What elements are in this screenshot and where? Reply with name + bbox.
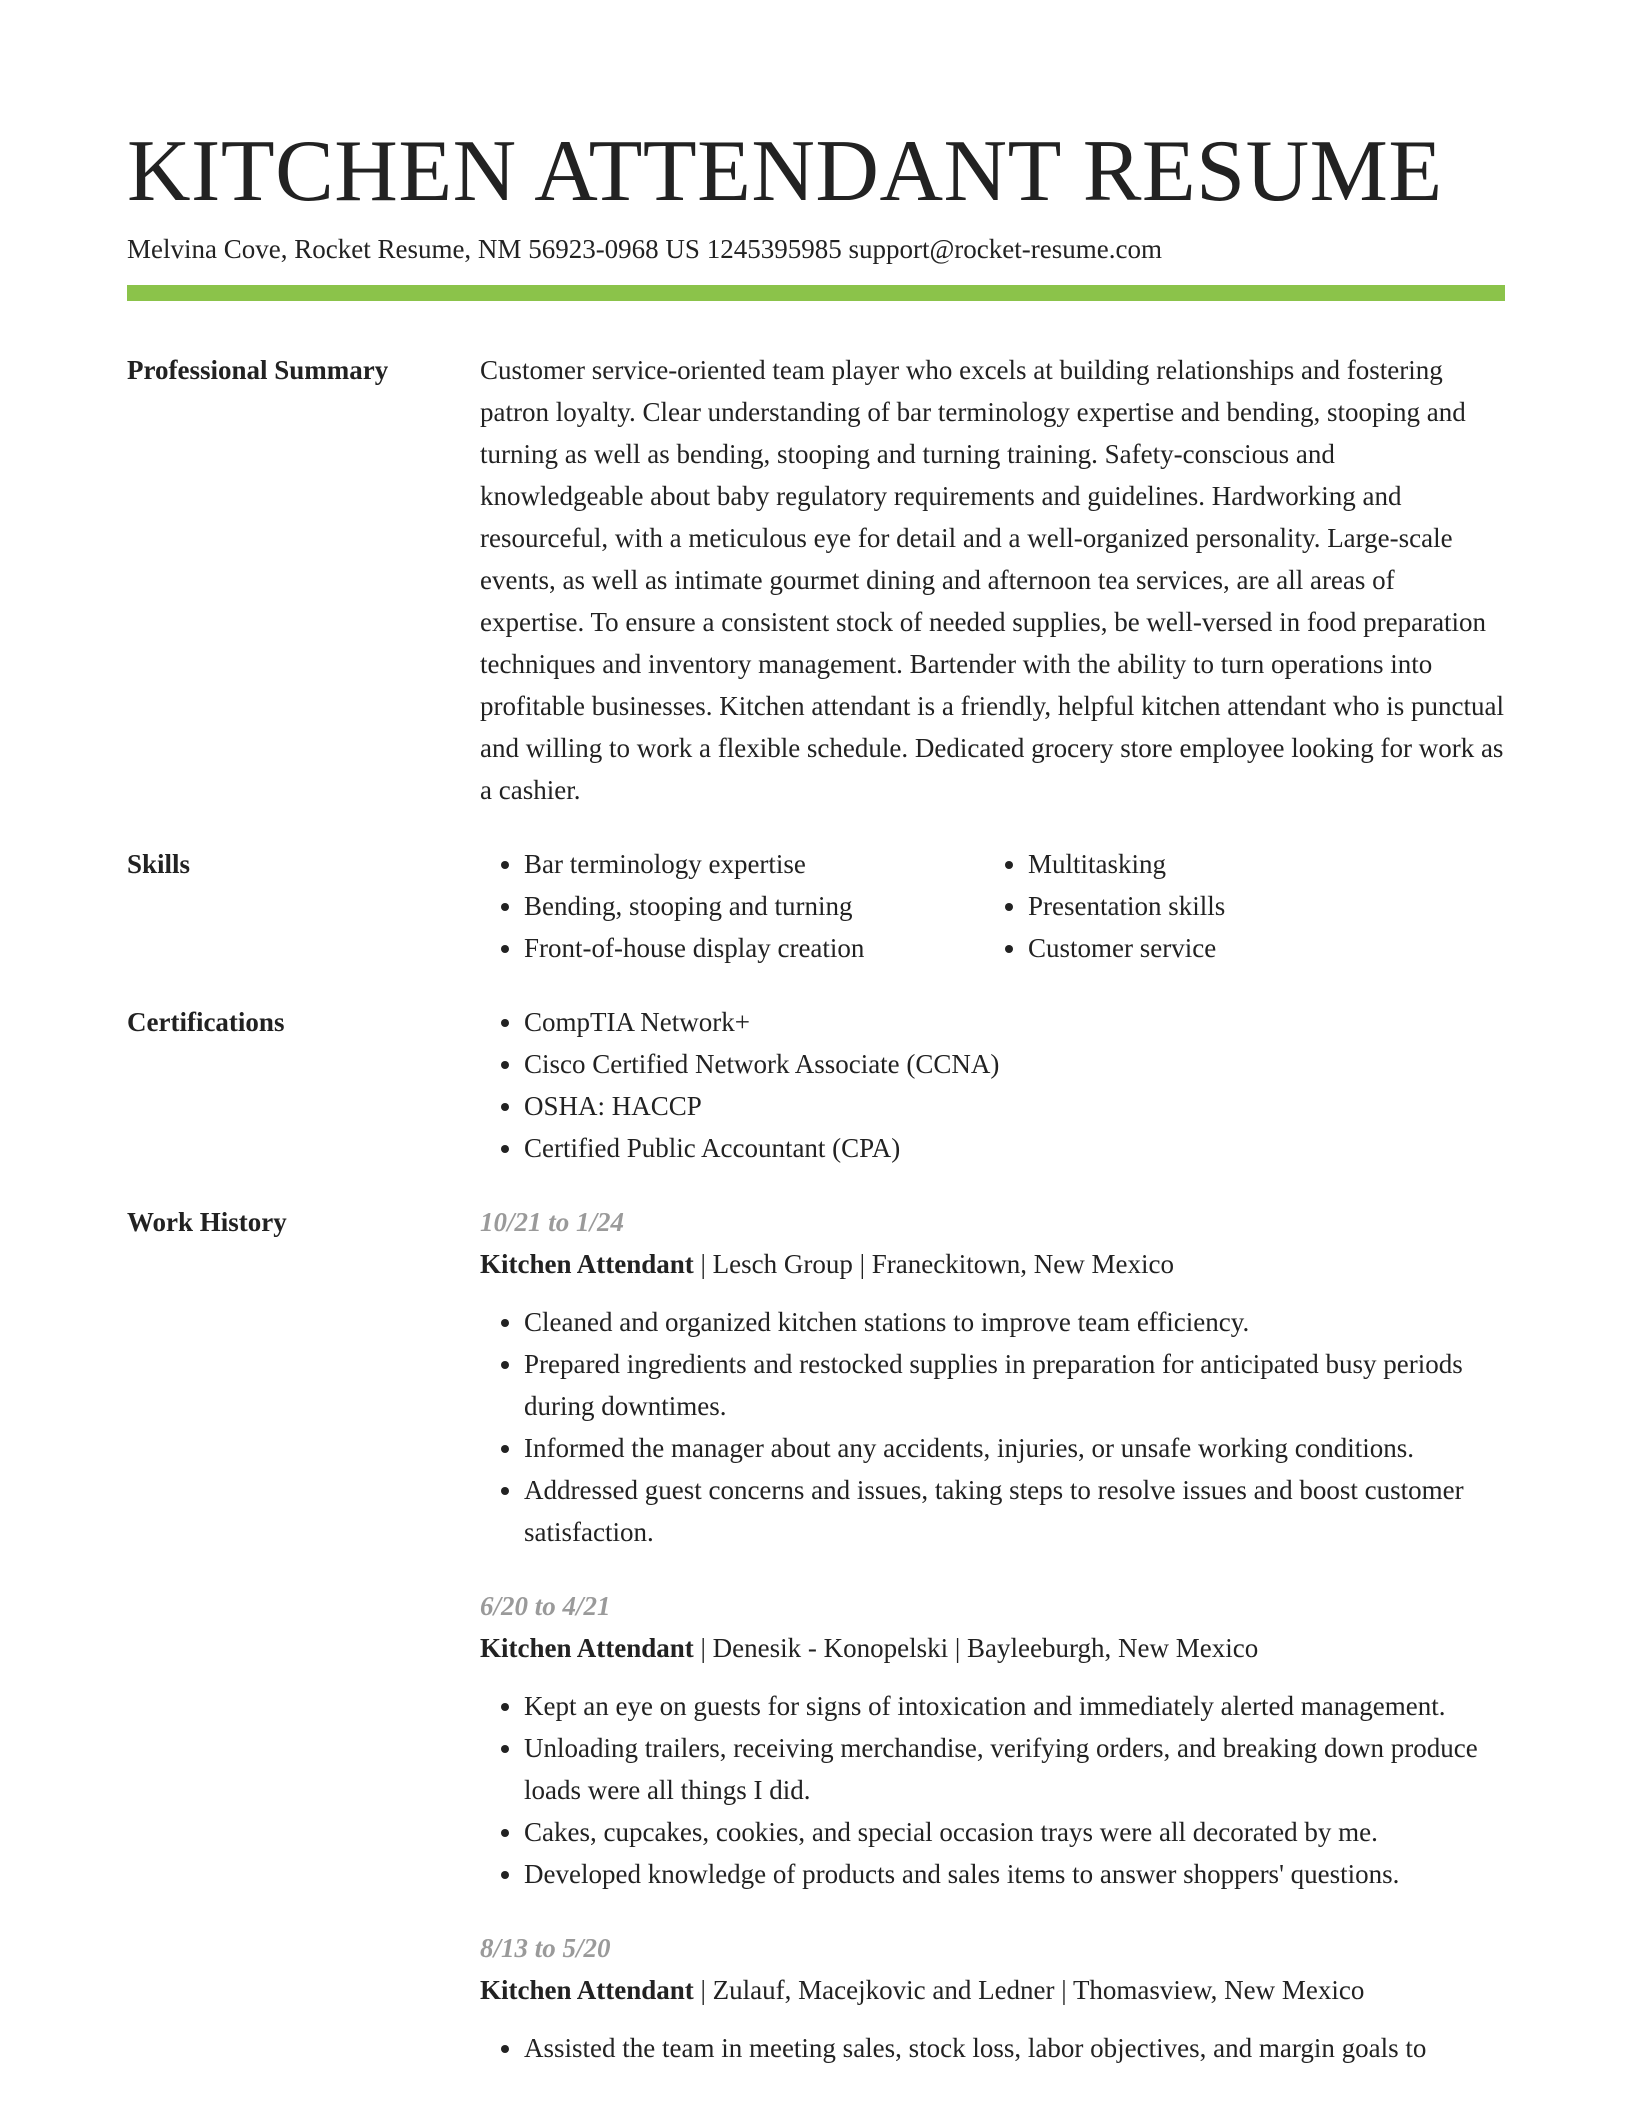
section-heading: Skills: [127, 849, 191, 879]
job-entry: [480, 1201, 1505, 1553]
skill-item: • Presentation skills: [1028, 885, 1488, 927]
job-dates: 10/21 to 1/24: [480, 1207, 625, 1237]
job-details: | Zulauf, Macejkovic and Ledner | Thomasview, New Mexico: [693, 1975, 1365, 2005]
skills-list-right: [984, 843, 1488, 969]
job-heading: [480, 1969, 1505, 2011]
resume-sections: [127, 349, 1505, 2101]
job-dates: 6/20 to 4/21: [480, 1591, 611, 1621]
skill-item: • Customer service: [1028, 927, 1488, 969]
job-bullet: • Addressed guest concerns and issues, taking steps to resolve issues and boost customer satisfaction.: [524, 1469, 1505, 1553]
contact-line: Melvina Cove, Rocket Resume, NM 56923-0968 US 1245395985 support@rocket-resume.com: [127, 234, 1162, 264]
section-heading: Professional Summary: [127, 355, 389, 385]
section-heading: Certifications: [127, 1007, 285, 1037]
job-bullets: [480, 2027, 1505, 2069]
skill-item: • Multitasking: [1028, 843, 1488, 885]
job-bullet: • Unloading trailers, receiving merchandise, verifying orders, and breaking down produce loads were all things I did.: [524, 1727, 1505, 1811]
job-entry: [480, 1585, 1505, 1895]
job-bullet: • Informed the manager about any accidents, injuries, or unsafe working conditions.: [524, 1427, 1505, 1469]
skills-list-left: [480, 843, 984, 969]
job-heading: [480, 1627, 1505, 1669]
section-skills: [127, 843, 1505, 969]
job-entry: [480, 1927, 1505, 2069]
job-bullet: • Cakes, cupcakes, cookies, and special occasion trays were all decorated by me.: [524, 1811, 1505, 1853]
certifications-list: [480, 1001, 1505, 1169]
job-bullets: [480, 1301, 1505, 1553]
job-title: Kitchen Attendant: [480, 1249, 694, 1279]
job-title: Kitchen Attendant: [480, 1975, 694, 2005]
resume-title: KITCHEN ATTENDANT RESUME: [127, 123, 1443, 220]
skill-item: • Front-of-house display creation: [524, 927, 984, 969]
skills-grid: [480, 843, 1505, 969]
job-details: | Lesch Group | Franeckitown, New Mexico: [693, 1249, 1174, 1279]
section-work-history: [127, 1201, 1505, 2101]
certification-item: • Certified Public Accountant (CPA): [524, 1127, 1505, 1169]
job-bullet: • Cleaned and organized kitchen stations to improve team efficiency.: [524, 1301, 1505, 1343]
job-title: Kitchen Attendant: [480, 1633, 694, 1663]
accent-divider: [127, 285, 1505, 301]
job-bullet: • Assisted the team in meeting sales, stock loss, labor objectives, and margin goals to: [524, 2027, 1505, 2069]
section-heading: Work History: [127, 1207, 287, 1237]
job-bullet: • Prepared ingredients and restocked supplies in preparation for anticipated busy periods during downtimes.: [524, 1343, 1505, 1427]
job-dates: 8/13 to 5/20: [480, 1933, 611, 1963]
section-certifications: [127, 1001, 1505, 1169]
skill-item: • Bending, stooping and turning: [524, 885, 984, 927]
certification-item: • OSHA: HACCP: [524, 1085, 1505, 1127]
job-bullets: [480, 1685, 1505, 1895]
section-professional-summary: [127, 349, 1505, 811]
certification-item: • Cisco Certified Network Associate (CCNA): [524, 1043, 1505, 1085]
certification-item: • CompTIA Network+: [524, 1001, 1505, 1043]
skill-item: • Bar terminology expertise: [524, 843, 984, 885]
job-bullet: • Developed knowledge of products and sales items to answer shoppers' questions.: [524, 1853, 1505, 1895]
summary-text: Customer service-oriented team player who excels at building relationships and fostering patron loyalty. Clear understanding of bar terminology expertise and bending, stooping and turning as well as bending, stooping and turning training. Safety-conscious and knowledgeable about baby regulatory requirements and guidelines. Hardworking and resourceful, with a meticulous eye for detail and a well-organized personality. Large-scale events, as well as intimate gourmet dining and afternoon tea services, are all areas of expertise. To ensure a consistent stock of needed supplies, be well-versed in food preparation techniques and inventory management. Bartender with the ability to turn operations into profitable businesses. Kitchen attendant is a friendly, helpful kitchen attendant who is punctual and willing to work a flexible schedule. Dedicated grocery store employee looking for work as a cashier.: [480, 355, 1504, 805]
job-bullet: • Kept an eye on guests for signs of intoxication and immediately alerted management.: [524, 1685, 1505, 1727]
job-details: | Denesik - Konopelski | Bayleeburgh, New Mexico: [693, 1633, 1259, 1663]
job-heading: [480, 1243, 1505, 1285]
